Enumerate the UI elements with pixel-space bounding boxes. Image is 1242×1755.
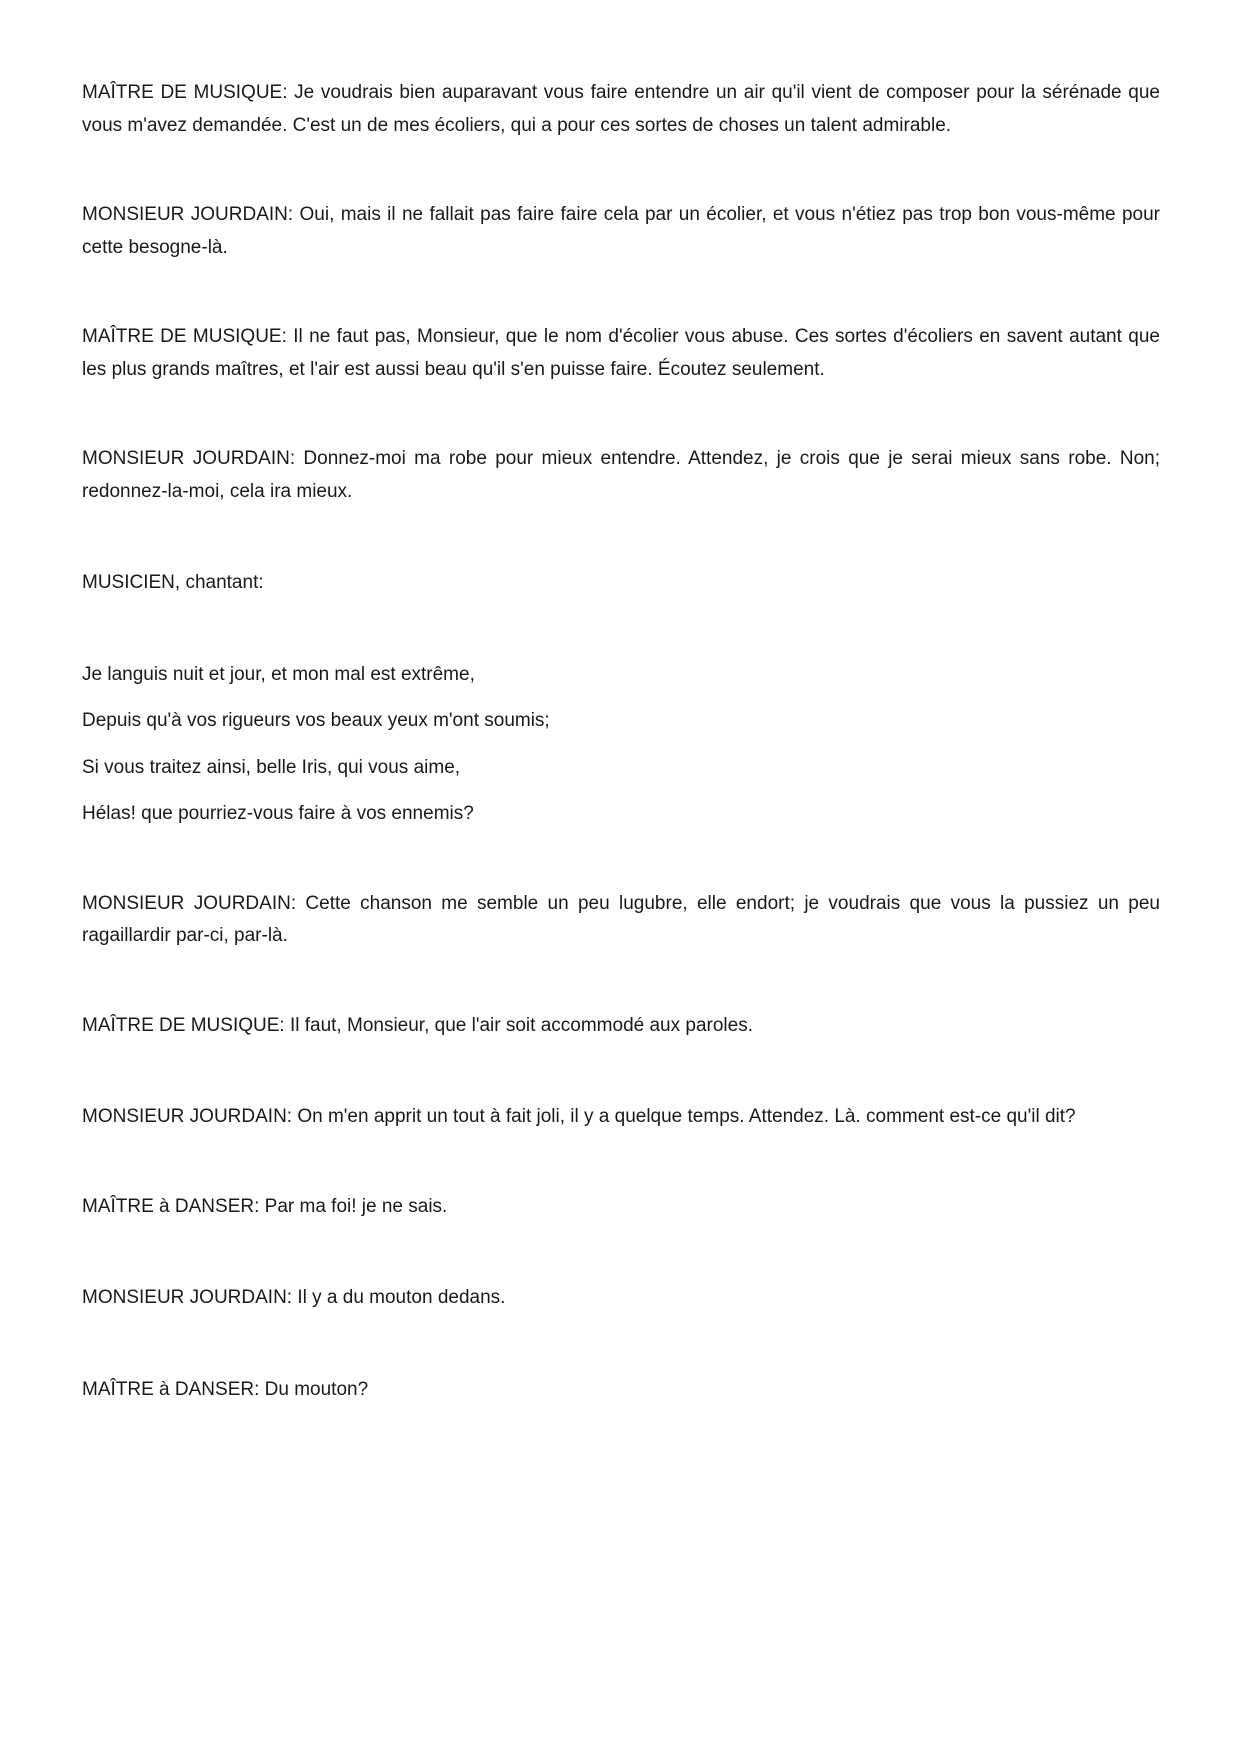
dialogue-paragraph: MONSIEUR JOURDAIN: Cette chanson me semble un peu lugubre, elle endort; je voudrais que vous la pussiez un peu ragaillardir par-ci, par-là. — [82, 892, 1160, 946]
song-verse-line: Depuis qu'à vos rigueurs vos beaux yeux m'ont soumis; — [82, 710, 550, 731]
dialogue-paragraph: MONSIEUR JOURDAIN: Il y a du mouton dedans. — [82, 1287, 506, 1308]
dialogue-paragraph: MAÎTRE à DANSER: Par ma foi! je ne sais. — [82, 1195, 448, 1217]
song-verse-line: Si vous traitez ainsi, belle Iris, qui vous aime, — [82, 756, 461, 778]
dialogue-paragraph: MAÎTRE DE MUSIQUE: Je voudrais bien auparavant vous faire entendre un air qu'il vient de composer pour la sérénade que vous m'avez demandée. C'est un de mes écoliers, qui a pour ces sortes de choses un talent admirable. — [82, 82, 1160, 136]
song-verse-line: Je languis nuit et jour, et mon mal est extrême, — [82, 663, 475, 685]
dialogue-paragraph: MONSIEUR JOURDAIN: Donnez-moi ma robe pour mieux entendre. Attendez, je crois que je serai mieux sans robe. Non; redonnez-la-moi, cela ira mieux. — [82, 448, 1160, 502]
dialogue-paragraph: MAÎTRE à DANSER: Du mouton? — [82, 1378, 369, 1400]
dialogue-paragraph: MONSIEUR JOURDAIN: Oui, mais il ne fallait pas faire faire cela par un écolier, et vous n'étiez pas trop bon vous-même pour cette besogne-là. — [82, 204, 1160, 258]
stage-direction: MUSICIEN, chantant: — [82, 572, 264, 593]
dialogue-paragraph: MONSIEUR JOURDAIN: On m'en apprit un tout à fait joli, il y a quelque temps. Attendez. Là. comment est-ce qu'il dit? — [82, 1106, 1076, 1127]
dialogue-paragraph: MAÎTRE DE MUSIQUE: Il ne faut pas, Monsieur, que le nom d'écolier vous abuse. Ces sortes d'écoliers en savent autant que les plus grands maîtres, et l'air est aussi beau qu'il s'en puisse faire. Écoutez seulement. — [82, 326, 1160, 380]
dialogue-paragraph: MAÎTRE DE MUSIQUE: Il faut, Monsieur, que l'air soit accommodé aux paroles. — [82, 1014, 753, 1036]
song-verse-line: Hélas! que pourriez-vous faire à vos ennemis? — [82, 803, 474, 824]
